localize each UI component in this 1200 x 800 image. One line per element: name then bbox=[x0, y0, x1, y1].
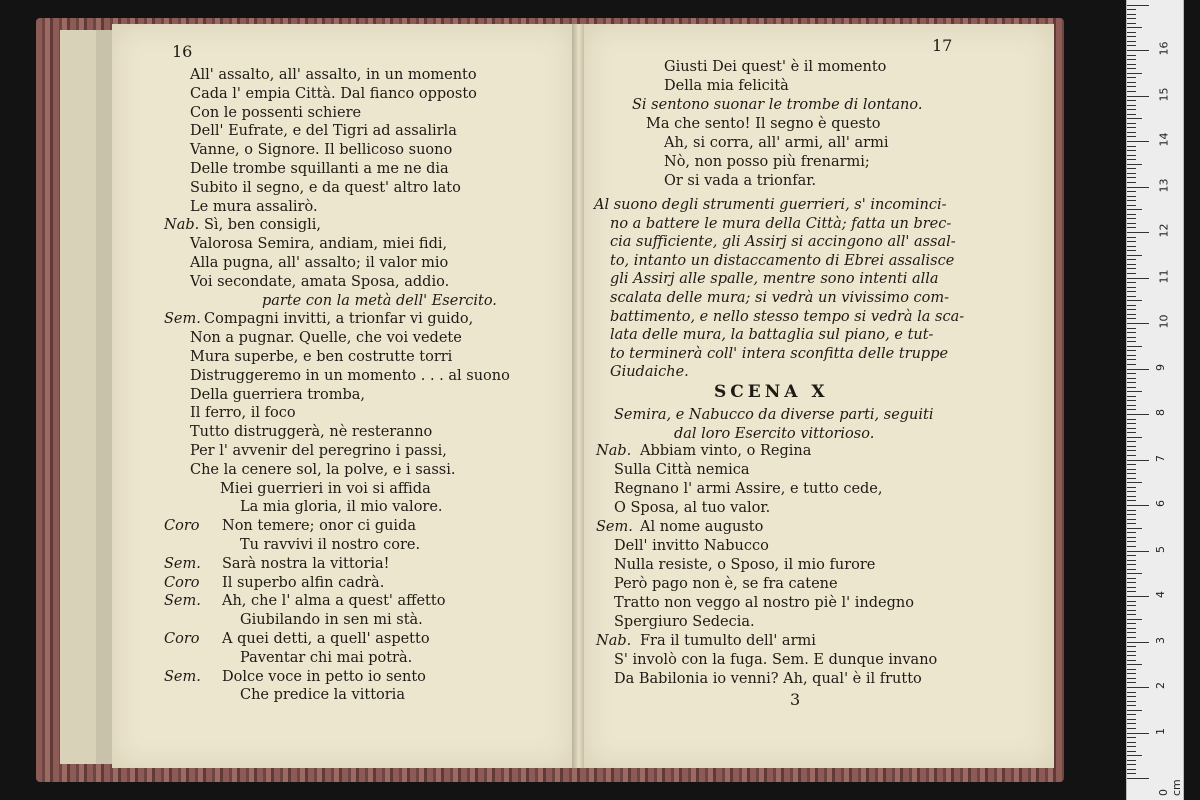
ruler-tick bbox=[1127, 628, 1136, 629]
ruler-tick bbox=[1127, 591, 1136, 592]
verse-line: Non a pugnar. Quelle, che voi vedete bbox=[190, 330, 462, 347]
ruler-label: 0 cm bbox=[1157, 779, 1183, 796]
ruler-tick bbox=[1127, 68, 1136, 69]
ruler-tick bbox=[1127, 450, 1136, 451]
ruler-tick bbox=[1127, 73, 1142, 74]
ruler-tick bbox=[1127, 341, 1136, 342]
speaker-label: Sem. bbox=[596, 519, 633, 535]
verse-line: Da Babilonia io venni? Ah, qual' è il frutto bbox=[614, 671, 922, 687]
ruler-tick bbox=[1127, 669, 1136, 670]
ruler-tick bbox=[1127, 751, 1136, 752]
ruler-tick bbox=[1127, 205, 1136, 206]
stage-direction-line: battimento, e nello stesso tempo si vedrà la sca- bbox=[610, 308, 965, 325]
ruler-tick bbox=[1127, 196, 1136, 197]
ruler-tick bbox=[1127, 369, 1149, 370]
scene-direction-line: dal loro Esercito vittorioso. bbox=[674, 425, 875, 442]
verse-line: A quei detti, a quell' aspetto bbox=[222, 631, 430, 647]
ruler-tick bbox=[1127, 769, 1136, 770]
verse-line: Ah, si corra, all' armi, all' armi bbox=[664, 135, 889, 151]
ruler-tick bbox=[1127, 155, 1136, 156]
ruler-label: 14 bbox=[1157, 132, 1171, 147]
scene-title: SCENA X bbox=[714, 382, 829, 402]
speaker-label: Nab. bbox=[596, 633, 632, 649]
ruler-tick bbox=[1127, 478, 1136, 479]
verse-line: S' involò con la fuga. Sem. E dunque invano bbox=[614, 652, 938, 668]
stage-direction-line: Giudaiche. bbox=[610, 364, 689, 381]
ruler-tick bbox=[1127, 546, 1136, 547]
ruler-tick bbox=[1127, 291, 1136, 292]
verse-line: Paventar chi mai potrà. bbox=[240, 649, 413, 666]
ruler-tick bbox=[1127, 105, 1136, 106]
ruler-tick bbox=[1127, 587, 1136, 588]
ruler-tick bbox=[1127, 387, 1136, 388]
ruler-tick bbox=[1127, 400, 1136, 401]
measurement-ruler bbox=[1126, 0, 1184, 800]
ruler-tick bbox=[1127, 346, 1142, 347]
ruler-tick bbox=[1127, 359, 1136, 360]
ruler-label: 8 bbox=[1154, 409, 1167, 416]
ruler-tick bbox=[1127, 651, 1136, 652]
verse-line: Spergiuro Sedecia. bbox=[614, 614, 755, 630]
verse-line: Subito il segno, e da quest' altro lato bbox=[190, 179, 461, 196]
verse-line: Miei guerrieri in voi si affida bbox=[220, 480, 431, 497]
ruler-tick bbox=[1127, 733, 1149, 734]
ruler-tick bbox=[1127, 27, 1142, 28]
ruler-tick bbox=[1127, 282, 1136, 283]
ruler-label: 15 bbox=[1157, 87, 1171, 101]
verse-line: Vanne, o Signore. Il bellicoso suono bbox=[190, 142, 453, 159]
ruler-tick bbox=[1127, 646, 1136, 647]
verse-line: La mia gloria, il mio valore. bbox=[240, 499, 443, 516]
ruler-tick bbox=[1127, 446, 1136, 447]
ruler-tick bbox=[1127, 264, 1136, 265]
ruler-tick bbox=[1127, 437, 1142, 438]
ruler-tick bbox=[1127, 32, 1136, 33]
ruler-tick bbox=[1127, 623, 1136, 624]
ruler-tick bbox=[1127, 55, 1136, 56]
ruler-tick bbox=[1127, 582, 1136, 583]
ruler-tick bbox=[1127, 482, 1142, 483]
speaker-label: Nab. bbox=[164, 217, 200, 234]
ruler-tick bbox=[1127, 23, 1136, 24]
ruler-tick bbox=[1127, 682, 1136, 683]
ruler-tick bbox=[1127, 96, 1149, 97]
ruler-tick bbox=[1127, 528, 1142, 529]
ruler-tick bbox=[1127, 391, 1142, 392]
ruler-tick bbox=[1127, 773, 1136, 774]
ruler-tick bbox=[1127, 314, 1136, 315]
ruler-label: 10 bbox=[1157, 314, 1171, 329]
ruler-tick bbox=[1127, 182, 1136, 183]
speaker-label: Sem. bbox=[164, 668, 201, 685]
verse-line: Della mia felicità bbox=[664, 78, 789, 94]
verse-line: Mura superbe, e ben costrutte torri bbox=[190, 349, 453, 365]
ruler-tick bbox=[1127, 687, 1149, 688]
ruler-tick bbox=[1127, 560, 1136, 561]
stage-direction-line: no a battere le mura della Città; fatta un brec- bbox=[610, 215, 952, 232]
ruler-tick bbox=[1127, 355, 1136, 356]
ruler-tick bbox=[1127, 200, 1136, 201]
ruler-tick bbox=[1127, 268, 1136, 269]
stage-direction-line: scalata delle mura; si vedrà un vivissimo com- bbox=[610, 290, 950, 306]
ruler-tick bbox=[1127, 91, 1136, 92]
ruler-tick bbox=[1127, 701, 1136, 702]
ruler-tick bbox=[1127, 123, 1136, 124]
ruler-tick bbox=[1127, 778, 1149, 779]
verse-line: Il ferro, il foco bbox=[190, 405, 296, 422]
stage-direction-line: Al suono degli strumenti guerrieri, s' incominci- bbox=[594, 197, 947, 213]
ruler-tick bbox=[1127, 45, 1136, 46]
ruler-tick bbox=[1127, 678, 1136, 679]
verse-line: Ma che sento! Il segno è questo bbox=[646, 116, 881, 132]
ruler-tick bbox=[1127, 432, 1136, 433]
ruler-label: 6 bbox=[1154, 500, 1167, 507]
stage-direction-line: to, intanto un distaccamento di Ebrei assalisce bbox=[610, 252, 955, 269]
speaker-label: Coro bbox=[164, 574, 200, 591]
ruler-tick bbox=[1127, 569, 1136, 570]
ruler-tick bbox=[1127, 373, 1136, 374]
verse-line: Si sentono suonar le trombe di lontano. bbox=[632, 97, 923, 113]
verse-line: Tu ravvivi il nostro core. bbox=[240, 537, 421, 553]
verse-line: Che predice la vittoria bbox=[240, 687, 405, 704]
ruler-tick bbox=[1127, 423, 1136, 424]
ruler-tick bbox=[1127, 537, 1136, 538]
ruler-label: 12 bbox=[1157, 223, 1171, 238]
ruler-tick bbox=[1127, 755, 1142, 756]
ruler-tick bbox=[1127, 532, 1136, 533]
signature-mark: 3 bbox=[790, 690, 801, 709]
ruler-tick bbox=[1127, 136, 1136, 137]
ruler-tick bbox=[1127, 86, 1136, 87]
ruler-tick bbox=[1127, 673, 1136, 674]
verse-line: Per l' avvenir del peregrino i passi, bbox=[190, 443, 447, 459]
ruler-tick bbox=[1127, 441, 1136, 442]
verse-line: Ah, che l' alma a quest' affetto bbox=[222, 593, 446, 610]
verse-line: parte con la metà dell' Esercito. bbox=[262, 292, 497, 309]
ruler-tick bbox=[1127, 460, 1149, 461]
verse-line: Delle trombe squillanti a me ne dia bbox=[190, 161, 449, 177]
verse-line: Nulla resiste, o Sposo, il mio furore bbox=[614, 557, 876, 573]
ruler-tick bbox=[1127, 742, 1136, 743]
scene-direction-line: Semira, e Nabucco da diverse parti, seguiti bbox=[614, 407, 934, 423]
ruler-tick bbox=[1127, 18, 1136, 19]
stage-direction-line: to terminerà coll' intera sconfitta delle truppe bbox=[610, 345, 949, 362]
ruler-tick bbox=[1127, 173, 1136, 174]
ruler-tick bbox=[1127, 191, 1136, 192]
verse-line: Sì, ben consigli, bbox=[204, 217, 322, 234]
ruler-label: 7 bbox=[1154, 454, 1167, 462]
ruler-tick bbox=[1127, 469, 1136, 470]
verse-line: Abbiam vinto, o Regina bbox=[640, 443, 812, 459]
ruler-tick bbox=[1127, 496, 1136, 497]
verse-line: Cada l' empia Città. Dal fianco opposto bbox=[190, 85, 477, 102]
ruler-tick bbox=[1127, 150, 1136, 151]
ruler-tick bbox=[1127, 455, 1136, 456]
ruler-tick bbox=[1127, 246, 1136, 247]
stage-direction-line: gli Assirj alle spalle, mentre sono intenti alla bbox=[610, 271, 939, 288]
ruler-tick bbox=[1127, 273, 1136, 274]
verse-line: Alla pugna, all' assalto; il valor mio bbox=[190, 255, 449, 271]
ruler-tick bbox=[1127, 464, 1136, 465]
ruler-tick bbox=[1127, 323, 1149, 324]
ruler-tick bbox=[1127, 605, 1136, 606]
ruler-tick bbox=[1127, 109, 1136, 110]
verse-line: Nò, non posso più frenarmi; bbox=[664, 154, 870, 170]
verse-line: Le mura assalirò. bbox=[190, 198, 318, 215]
verse-line: All' assalto, all' assalto, in un momento bbox=[190, 67, 477, 83]
ruler-tick bbox=[1127, 159, 1136, 160]
verse-line: Regnano l' armi Assire, e tutto cede, bbox=[614, 481, 883, 497]
ruler-tick bbox=[1127, 523, 1136, 524]
ruler-tick bbox=[1127, 209, 1142, 210]
ruler-tick bbox=[1127, 596, 1149, 597]
ruler-tick bbox=[1127, 610, 1136, 611]
ruler-label: 11 bbox=[1157, 269, 1171, 283]
verse-line: Sarà nostra la vittoria! bbox=[222, 555, 390, 572]
ruler-tick bbox=[1127, 696, 1136, 697]
ruler-tick bbox=[1127, 573, 1142, 574]
ruler-tick bbox=[1127, 223, 1136, 224]
verse-line: Della guerriera tromba, bbox=[190, 386, 365, 403]
verse-line: Tratto non veggo al nostro piè l' indegno bbox=[614, 595, 914, 611]
ruler-tick bbox=[1127, 760, 1136, 761]
speaker-label: Coro bbox=[164, 518, 200, 535]
ruler-tick bbox=[1127, 409, 1136, 410]
ruler-tick bbox=[1127, 500, 1136, 501]
ruler-tick bbox=[1127, 396, 1136, 397]
page-edges-inner bbox=[96, 30, 112, 764]
ruler-tick bbox=[1127, 296, 1136, 297]
verse-line: Al nome augusto bbox=[640, 519, 764, 535]
ruler-tick bbox=[1127, 719, 1136, 720]
ruler-tick bbox=[1127, 127, 1136, 128]
ruler-label: 4 bbox=[1154, 591, 1167, 598]
ruler-tick bbox=[1127, 259, 1136, 260]
speaker-label: Sem. bbox=[164, 311, 201, 328]
ruler-tick bbox=[1127, 146, 1136, 147]
ruler-label: 1 bbox=[1154, 727, 1167, 735]
ruler-tick bbox=[1127, 619, 1142, 620]
speaker-label: Nab. bbox=[596, 443, 632, 459]
ruler-tick bbox=[1127, 578, 1136, 579]
ruler-tick bbox=[1127, 487, 1136, 488]
ruler-label: 16 bbox=[1157, 41, 1171, 56]
ruler-tick bbox=[1127, 337, 1136, 338]
ruler-tick bbox=[1127, 491, 1136, 492]
ruler-label: 2 bbox=[1154, 682, 1167, 689]
ruler-tick bbox=[1127, 764, 1136, 765]
ruler-tick bbox=[1127, 300, 1142, 301]
ruler-tick bbox=[1127, 278, 1149, 279]
verse-line: Fra il tumulto dell' armi bbox=[640, 633, 816, 649]
ruler-tick bbox=[1127, 723, 1136, 724]
ruler-tick bbox=[1127, 232, 1149, 233]
stage-direction-line: lata delle mura, la battaglia sul piano, e tut- bbox=[610, 327, 934, 344]
verse-line: Che la cenere sol, la polve, e i sassi. bbox=[190, 461, 456, 478]
ruler-tick bbox=[1127, 187, 1149, 188]
ruler-tick bbox=[1127, 637, 1136, 638]
ruler-tick bbox=[1127, 564, 1136, 565]
ruler-tick bbox=[1127, 14, 1136, 15]
ruler-tick bbox=[1127, 514, 1136, 515]
ruler-tick bbox=[1127, 601, 1136, 602]
ruler-tick bbox=[1127, 728, 1136, 729]
ruler-tick bbox=[1127, 551, 1149, 552]
verse-line: Però pago non è, se fra catene bbox=[614, 576, 838, 592]
ruler-tick bbox=[1127, 59, 1136, 60]
ruler-tick bbox=[1127, 382, 1136, 383]
ruler-tick bbox=[1127, 332, 1136, 333]
speaker-label: Coro bbox=[164, 631, 200, 647]
ruler-tick bbox=[1127, 614, 1136, 615]
ruler-tick bbox=[1127, 414, 1149, 415]
ruler-tick bbox=[1127, 241, 1136, 242]
ruler-tick bbox=[1127, 519, 1136, 520]
ruler-tick bbox=[1127, 419, 1136, 420]
stage-direction-line: cia sufficiente, gli Assirj si accingono all' assal- bbox=[610, 234, 956, 251]
verse-line: Valorosa Semira, andiam, miei fidi, bbox=[190, 236, 448, 253]
ruler-tick bbox=[1127, 505, 1149, 506]
ruler-tick bbox=[1127, 9, 1136, 10]
verse-line: Il superbo alfin cadrà. bbox=[222, 574, 385, 591]
right-page bbox=[584, 24, 1054, 768]
verse-line: Sulla Città nemica bbox=[614, 462, 750, 478]
ruler-tick bbox=[1127, 164, 1142, 165]
ruler-tick bbox=[1127, 364, 1136, 365]
ruler-tick bbox=[1127, 664, 1142, 665]
ruler-tick bbox=[1127, 642, 1149, 643]
ruler-tick bbox=[1127, 692, 1136, 693]
verse-line: Distruggeremo in un momento . . . al suono bbox=[190, 367, 510, 384]
ruler-tick bbox=[1127, 132, 1136, 133]
verse-line: Dell' Eufrate, e del Tigri ad assalirla bbox=[190, 123, 457, 140]
verse-line: Con le possenti schiere bbox=[190, 104, 362, 121]
verse-line: Compagni invitti, a trionfar vi guido, bbox=[204, 311, 474, 328]
ruler-tick bbox=[1127, 141, 1149, 142]
ruler-tick bbox=[1127, 5, 1149, 6]
right-page-number: 17 bbox=[932, 36, 953, 55]
verse-line: Or si vada a trionfar. bbox=[664, 173, 817, 189]
ruler-tick bbox=[1127, 50, 1149, 51]
left-page bbox=[112, 24, 574, 768]
verse-line: Giusti Dei quest' è il momento bbox=[664, 59, 887, 75]
ruler-tick bbox=[1127, 555, 1136, 556]
verse-line: Tutto distruggerà, nè resteranno bbox=[190, 424, 433, 441]
speaker-label: Sem. bbox=[164, 593, 201, 610]
ruler-tick bbox=[1127, 350, 1136, 351]
ruler-tick bbox=[1127, 378, 1136, 379]
ruler-tick bbox=[1127, 510, 1136, 511]
ruler-tick bbox=[1127, 655, 1136, 656]
ruler-tick bbox=[1127, 405, 1136, 406]
ruler-tick bbox=[1127, 710, 1142, 711]
verse-line: Voi secondate, amata Sposa, addio. bbox=[190, 273, 450, 290]
ruler-tick bbox=[1127, 82, 1136, 83]
ruler-tick bbox=[1127, 114, 1136, 115]
ruler-tick bbox=[1127, 250, 1136, 251]
speaker-label: Sem. bbox=[164, 555, 201, 572]
ruler-tick bbox=[1127, 309, 1136, 310]
ruler-tick bbox=[1127, 255, 1142, 256]
ruler-tick bbox=[1127, 705, 1136, 706]
ruler-tick bbox=[1127, 473, 1136, 474]
ruler-tick bbox=[1127, 318, 1136, 319]
ruler-tick bbox=[1127, 237, 1136, 238]
ruler-tick bbox=[1127, 100, 1136, 101]
verse-line: Giubilando in sen mi stà. bbox=[240, 612, 423, 629]
ruler-label: 9 bbox=[1154, 363, 1167, 371]
ruler-tick bbox=[1127, 36, 1136, 37]
ruler-tick bbox=[1127, 714, 1136, 715]
ruler-tick bbox=[1127, 632, 1136, 633]
ruler-label: 3 bbox=[1154, 636, 1167, 644]
ruler-label: 5 bbox=[1154, 545, 1167, 553]
ruler-tick bbox=[1127, 227, 1136, 228]
ruler-tick bbox=[1127, 746, 1136, 747]
ruler-tick bbox=[1127, 660, 1136, 661]
ruler-tick bbox=[1127, 214, 1136, 215]
ruler-tick bbox=[1127, 287, 1136, 288]
ruler-tick bbox=[1127, 41, 1136, 42]
verse-line: O Sposa, al tuo valor. bbox=[614, 500, 771, 516]
ruler-tick bbox=[1127, 177, 1136, 178]
verse-line: Non temere; onor ci guida bbox=[222, 518, 417, 535]
ruler-label: 13 bbox=[1157, 178, 1171, 192]
ruler-tick bbox=[1127, 118, 1142, 119]
verse-line: Dell' invitto Nabucco bbox=[614, 538, 769, 554]
left-page-number: 16 bbox=[172, 42, 193, 61]
ruler-tick bbox=[1127, 77, 1136, 78]
ruler-tick bbox=[1127, 168, 1136, 169]
ruler-tick bbox=[1127, 541, 1136, 542]
verse-line: Dolce voce in petto io sento bbox=[222, 668, 426, 685]
ruler-tick bbox=[1127, 305, 1136, 306]
ruler-tick bbox=[1127, 737, 1136, 738]
ruler-tick bbox=[1127, 64, 1136, 65]
ruler-tick bbox=[1127, 218, 1136, 219]
ruler-tick bbox=[1127, 428, 1136, 429]
ruler-tick bbox=[1127, 328, 1136, 329]
